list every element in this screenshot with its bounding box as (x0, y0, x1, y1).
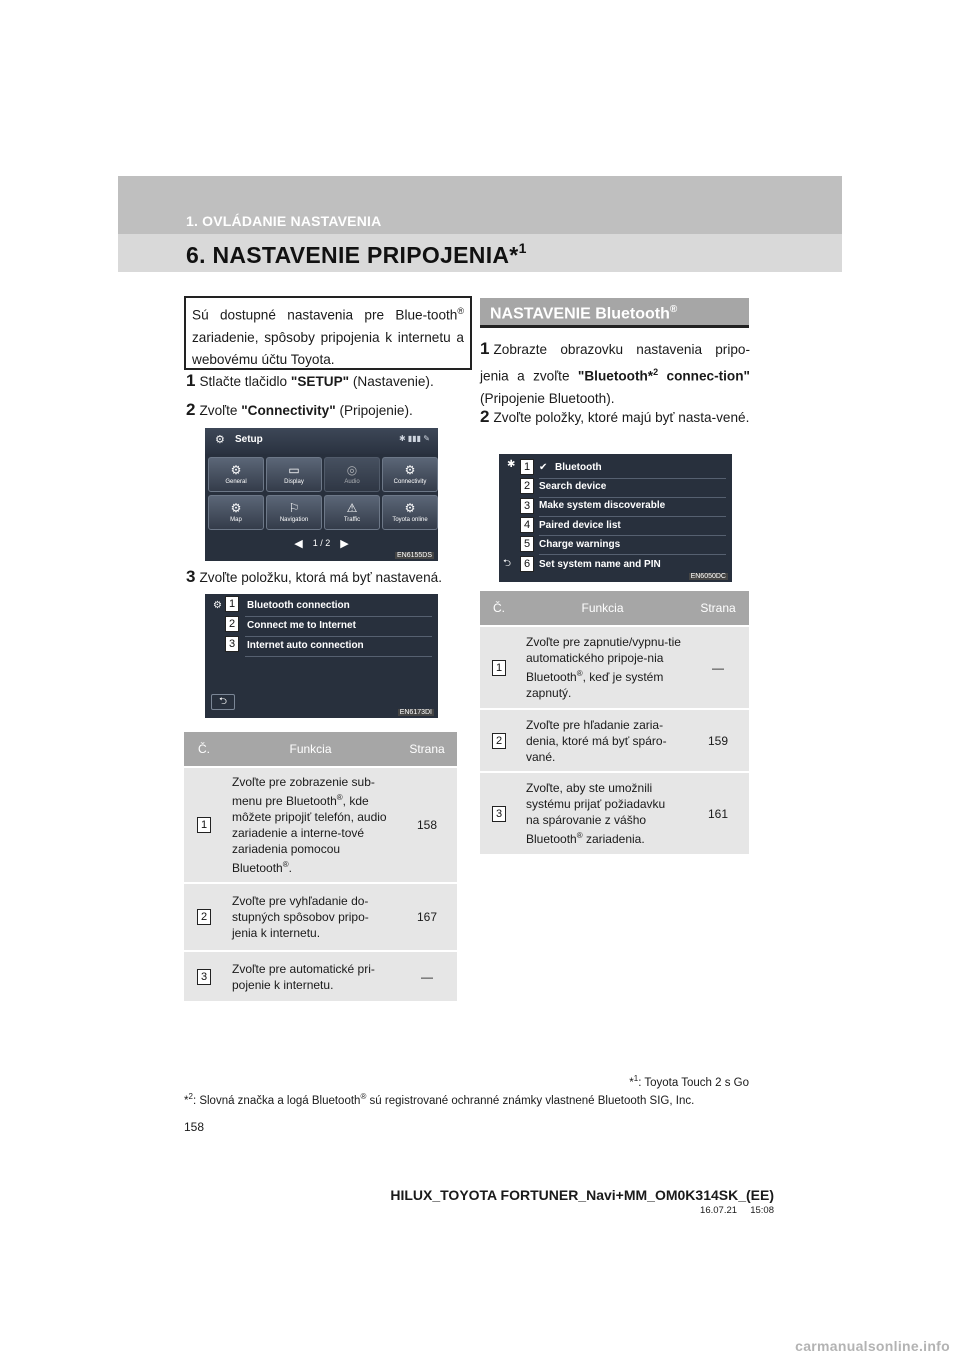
callout-number: 3 (520, 498, 534, 514)
watermark: carmanualsonline.info (795, 1338, 950, 1354)
callout-number: 1 (492, 660, 506, 676)
function-cell: Zvoľte pre vyhľadanie do-stupných spôsobov pripo-jenia k internetu. (224, 883, 397, 951)
registered-mark: ® (336, 793, 343, 802)
timestamp: 16.07.21 15:08 (700, 1205, 774, 1216)
step-text-bold-b: connec-tion" (658, 368, 750, 384)
menu-item-label: Connect me to Internet (247, 620, 356, 631)
right-step-2 (480, 406, 750, 429)
callout-number: 2 (492, 733, 506, 749)
tile-audio[interactable] (324, 457, 380, 492)
callout-number: 1 (197, 817, 211, 833)
footnote-number: 2 (188, 1092, 193, 1101)
intro-registered-mark: ® (457, 306, 464, 316)
table-header-row (480, 591, 749, 626)
map-icon: ⚙ (230, 501, 242, 515)
left-step-1 (186, 370, 466, 393)
tile-connectivity[interactable] (382, 457, 438, 492)
callout-number: 2 (225, 616, 239, 632)
step-text-post: (Nastavenie). (349, 374, 434, 389)
left-step-2 (186, 399, 466, 422)
tile-label: General (225, 479, 247, 485)
page-cell: 167 (397, 883, 457, 951)
setup-title: Setup (235, 434, 263, 445)
table-row (480, 772, 749, 854)
tile-navigation[interactable] (266, 495, 322, 530)
table-row (184, 767, 457, 883)
function-text-a: Zvoľte, aby ste umožnili systému prijať požiadavku na spárovanie z vášho Bluetooth (526, 781, 666, 846)
callout-number: 2 (520, 478, 534, 494)
connectivity-icon: ⚙ (213, 600, 222, 611)
function-cell (224, 767, 397, 883)
row-number-cell (184, 951, 224, 1001)
tile-label: Toyota online (392, 517, 428, 523)
bluetooth-screen (499, 454, 732, 582)
row-number-cell (184, 883, 224, 951)
traffic-icon: ⚠ (346, 501, 358, 515)
registered-mark: ® (282, 860, 289, 869)
footnote-text: : Toyota Touch 2 s Go (638, 1076, 749, 1089)
intro-text-a: Sú dostupné nastavenia pre Blue-tooth (192, 307, 458, 323)
bluetooth-icon: ✱ (507, 459, 516, 470)
chapter-title-footnote-ref: 1 (518, 240, 527, 256)
menu-item-internet-auto-connection[interactable] (205, 636, 438, 656)
footnote-ref: 2 (653, 367, 659, 377)
left-function-table (184, 732, 457, 1001)
row-number-cell (480, 772, 518, 854)
step-number: 1 (480, 339, 490, 358)
callout-number: 2 (197, 909, 211, 925)
intro-text-b: zariadenie, spôsoby pripojenia k internetu a webovému účtu Toyota. (192, 329, 464, 367)
page-cell: — (687, 626, 749, 709)
menu-item-bluetooth-connection[interactable] (205, 596, 438, 616)
callout-number: 3 (492, 806, 506, 822)
step-text-bold: "Bluetooth* (577, 368, 654, 384)
menu-item-charge-warnings[interactable] (499, 535, 732, 555)
page-cell: 159 (687, 709, 749, 772)
online-icon: ⚙ (404, 501, 416, 515)
header-band (118, 176, 842, 272)
footnote-1 (629, 1074, 749, 1089)
footnote-number: 1 (633, 1074, 639, 1083)
next-page-icon[interactable]: ▶ (340, 538, 349, 550)
right-step-1 (480, 338, 750, 410)
menu-item-label: Set system name and PIN (539, 559, 661, 570)
display-icon: ▭ (288, 463, 300, 477)
document-id: HILUX_TOYOTA FORTUNER_Navi+MM_OM0K314SK_(EE) (390, 1187, 774, 1203)
menu-item-label: Make system discoverable (539, 500, 666, 511)
menu-item-label: Charge warnings (539, 539, 621, 550)
page-indicator: 1 / 2 (312, 538, 331, 548)
image-code: EN6173DI (399, 709, 432, 716)
menu-item-set-system-name-and-pin[interactable] (499, 555, 732, 575)
callout-number: 4 (520, 517, 534, 533)
connectivity-screen (205, 594, 438, 718)
menu-item-paired-device-list[interactable] (499, 516, 732, 536)
callout-number: 1 (225, 596, 239, 612)
row-number-cell (480, 626, 518, 709)
column-header: Strana (397, 732, 457, 767)
left-step-3 (186, 566, 471, 589)
section-label: 1. OVLÁDANIE NASTAVENIA (186, 213, 382, 229)
function-cell (518, 626, 687, 709)
registered-mark: ® (576, 831, 583, 840)
step-number: 1 (186, 371, 196, 390)
callout-number: 6 (520, 556, 534, 572)
navigation-icon: ⚐ (288, 501, 300, 515)
row-number-cell (480, 709, 518, 772)
table-row (184, 951, 457, 1001)
function-text-c: . (288, 861, 292, 875)
tile-display[interactable] (266, 457, 322, 492)
tile-label: Map (230, 517, 242, 523)
tile-general[interactable] (208, 457, 264, 492)
footnote-2 (184, 1092, 764, 1107)
menu-item-bluetooth[interactable] (499, 458, 732, 478)
audio-icon: ◎ (346, 463, 358, 477)
tile-label: Traffic (343, 517, 361, 523)
column-header: Funkcia (224, 732, 397, 767)
table-row (480, 709, 749, 772)
step-number: 2 (186, 400, 196, 419)
page-cell: 161 (687, 772, 749, 854)
callout-number: 1 (520, 459, 534, 475)
registered-mark: ® (669, 304, 678, 315)
chapter-title-text: 6. NASTAVENIE PRIPOJENIA* (186, 242, 519, 268)
table-header-row (184, 732, 457, 767)
function-text-b: , kde môžete pripojiť telefón, audio zariadenie a interne-tové zariadenia pomocou Bluetooth (232, 794, 387, 875)
step-number: 2 (480, 407, 490, 426)
intro-box (184, 296, 472, 370)
function-text-a: Zvoľte pre zobrazenie sub-menu pre Bluetooth (232, 775, 375, 808)
chapter-title (186, 240, 527, 269)
status-icons: ✱ ▮▮▮ ✎ (398, 434, 430, 443)
menu-item-label: Paired device list (539, 520, 621, 531)
function-cell (518, 772, 687, 854)
registered-mark: ® (576, 669, 583, 678)
column-header: Č. (480, 591, 518, 626)
step-text-pre: Zvoľte položky, ktoré majú byť nasta-vené. (493, 410, 750, 425)
step-text-pre: Zvoľte (199, 403, 242, 418)
menu-item-label: Search device (539, 481, 607, 492)
back-icon[interactable]: ⮌ (211, 694, 235, 710)
tile-toyota-online[interactable] (382, 495, 438, 530)
callout-number: 5 (520, 536, 534, 552)
column-header: Strana (687, 591, 749, 626)
table-row (184, 883, 457, 951)
image-code: EN6155DS (396, 552, 432, 559)
setup-title-bar (205, 428, 438, 454)
step-text-post: (Pripojenie Bluetooth). (480, 390, 615, 406)
step-text-pre: Stlačte tlačidlo (199, 374, 291, 389)
step-text-bold: "Connectivity" (241, 403, 336, 418)
footnote-mark: * (184, 1094, 189, 1107)
heading-text: NASTAVENIE Bluetooth (490, 305, 670, 323)
prev-page-icon[interactable]: ◀ (294, 538, 303, 550)
back-icon[interactable]: ⮌ (503, 558, 512, 569)
function-cell: Zvoľte pre hľadanie zaria-denia, ktoré má byť spáro-vané. (518, 709, 687, 772)
footnote-mark: * (629, 1076, 634, 1089)
step-text-post: (Pripojenie). (335, 403, 413, 418)
function-text-b: , keď je systém zapnutý. (526, 670, 664, 700)
menu-item-label: Internet auto connection (247, 640, 364, 651)
menu-item-make-system-discoverable[interactable] (499, 496, 732, 516)
column-header: Č. (184, 732, 224, 767)
menu-item-label: Bluetooth (555, 462, 602, 473)
step-text-bold: "SETUP" (290, 374, 350, 389)
callout-number: 3 (225, 636, 239, 652)
gear-icon: ⚙ (230, 463, 242, 477)
footnote-text-b: sú registrované ochranné známky vlastnené Bluetooth SIG, Inc. (366, 1094, 695, 1107)
step-number: 3 (186, 567, 196, 586)
image-code: EN6050DC (690, 573, 726, 580)
page-cell: 158 (397, 767, 457, 883)
menu-item-search-device[interactable] (499, 477, 732, 497)
menu-item-connect-me-to-internet[interactable] (205, 616, 438, 636)
tile-label: Navigation (279, 517, 309, 523)
tile-map[interactable] (208, 495, 264, 530)
bluetooth-settings-heading (480, 298, 749, 328)
right-function-table (480, 591, 749, 854)
check-icon: ✔ (539, 462, 548, 473)
tile-traffic[interactable] (324, 495, 380, 530)
step-text-pre: Zobrazte obrazovku nastavenia pripo-jenia a zvoľte (480, 342, 750, 384)
divider (245, 656, 432, 657)
function-text-a: Zvoľte pre zapnutie/vypnu-tie automatického pripoje-nia Bluetooth (526, 635, 681, 684)
step-text-pre: Zvoľte položku, ktorá má byť nastavená. (199, 570, 443, 585)
gear-icon: ⚙ (215, 434, 225, 446)
function-text-b: zariadenia. (582, 832, 645, 846)
footnote-text-a: : Slovná značka a logá Bluetooth (192, 1094, 361, 1107)
tile-label: Connectivity (393, 479, 427, 485)
setup-screen (205, 428, 438, 561)
function-cell: Zvoľte pre automatické pri-pojenie k internetu. (224, 951, 397, 1001)
tile-label: Audio (344, 479, 360, 485)
connectivity-icon: ⚙ (404, 463, 416, 477)
registered-mark: ® (360, 1092, 367, 1101)
row-number-cell (184, 767, 224, 883)
tile-label: Display (284, 479, 304, 485)
column-header: Funkcia (518, 591, 687, 626)
page-number: 158 (184, 1120, 205, 1134)
table-row (480, 626, 749, 709)
menu-item-label: Bluetooth connection (247, 600, 350, 611)
callout-number: 3 (197, 969, 211, 985)
page-cell: — (397, 951, 457, 1001)
